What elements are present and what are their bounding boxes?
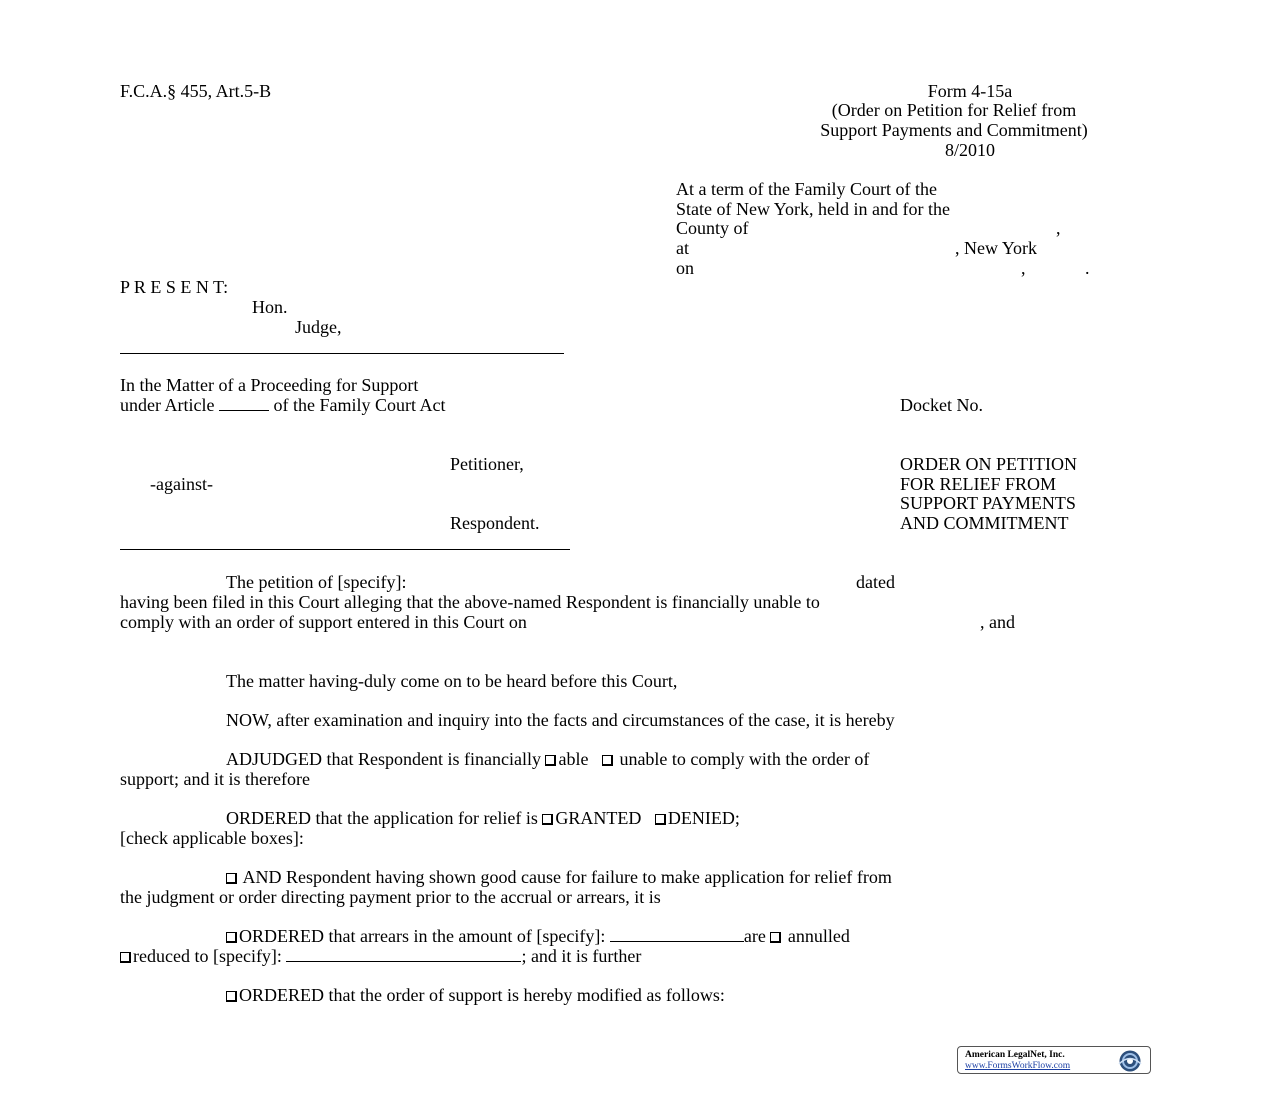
caption-top-rule: [120, 353, 564, 354]
matter-heard: The matter having-duly come on to be heard before this Court,: [226, 671, 678, 691]
modified-line: ORDERED that the order of support is hereby modified as follows:: [226, 985, 725, 1005]
arrears-line2: reduced to [specify]: ; and it is further: [120, 946, 641, 966]
form-date: 8/2010: [944, 140, 995, 160]
ordered-relief-line: ORDERED that the application for relief is GRANTED DENIED;: [226, 808, 740, 828]
reduced-amount-blank[interactable]: [286, 946, 521, 962]
caption-bottom-rule: [120, 549, 570, 550]
publisher-badge: [957, 1046, 1151, 1074]
present-label: P R E S E N T:: [120, 277, 229, 297]
county-comma: ,: [1056, 218, 1061, 238]
form-title-line2: Support Payments and Commitment): [820, 120, 1088, 140]
petitioner-label: Petitioner,: [450, 454, 524, 474]
arrears-line1: ORDERED that arrears in the amount of [specify]: are annulled: [226, 926, 850, 946]
court-line1: At a term of the Family Court of the: [676, 179, 937, 199]
order-title-line4: AND COMMITMENT: [900, 513, 1069, 533]
matter-line2: under Article of the Family Court Act: [120, 395, 446, 415]
petition-line3: comply with an order of support entered in this Court on: [120, 612, 527, 632]
good-cause-line2: the judgment or order directing payment prior to the accrual or arrears, it is: [120, 887, 661, 907]
petition-and: , and: [980, 612, 1015, 632]
adjudged-line2: support; and it is therefore: [120, 769, 310, 789]
good-cause-line1: AND Respondent having shown good cause for failure to make application for relief from: [226, 867, 892, 887]
against-label: -against-: [150, 474, 213, 494]
now-paragraph: NOW, after examination and inquiry into the facts and circumstances of the case, it is hereby: [226, 710, 895, 730]
dated-label: dated: [856, 572, 895, 592]
good-cause-checkbox[interactable]: [226, 873, 237, 884]
new-york-label: , New York: [955, 238, 1038, 258]
order-title-line3: SUPPORT PAYMENTS: [900, 493, 1076, 513]
adjudged-line: ADJUDGED that Respondent is financially able unable to comply with the order of: [226, 749, 870, 769]
petition-of-label: The petition of [specify]:: [226, 572, 407, 592]
order-title-line2: FOR RELIEF FROM: [900, 474, 1057, 494]
on-label: on: [676, 258, 694, 278]
reduced-checkbox[interactable]: [120, 952, 131, 963]
docket-label: Docket No.: [900, 395, 983, 415]
order-title-line1: ORDER ON PETITION: [900, 454, 1077, 474]
judge-label: Judge,: [295, 317, 342, 337]
granted-checkbox[interactable]: [542, 814, 553, 825]
matter-line1: In the Matter of a Proceeding for Support: [120, 375, 419, 395]
publisher-link[interactable]: www.FormsWorkFlow.com: [965, 1061, 1071, 1071]
form-number: Form 4-15a: [927, 81, 1013, 101]
unable-checkbox[interactable]: [602, 755, 613, 766]
article-blank[interactable]: [219, 395, 269, 411]
on-comma: ,: [1021, 258, 1026, 278]
modified-checkbox[interactable]: [226, 991, 237, 1002]
hon-label: Hon.: [252, 297, 288, 317]
statute-citation: F.C.A.§ 455, Art.5-B: [120, 81, 272, 101]
county-label: County of: [676, 218, 749, 238]
respondent-label: Respondent.: [450, 513, 540, 533]
publisher-name: American LegalNet, Inc.: [965, 1050, 1065, 1060]
arrears-amount-blank[interactable]: [610, 926, 744, 942]
petition-line2: having been filed in this Court alleging that the above-named Respondent is financially unable to: [120, 592, 820, 612]
able-checkbox[interactable]: [545, 755, 556, 766]
court-line2: State of New York, held in and for the: [676, 199, 950, 219]
denied-checkbox[interactable]: [655, 814, 666, 825]
arrears-checkbox[interactable]: [226, 932, 237, 943]
at-label: at: [676, 238, 689, 258]
check-applicable-label: [check applicable boxes]:: [120, 828, 304, 848]
form-title-line1: (Order on Petition for Relief from: [831, 100, 1077, 120]
on-period: .: [1085, 258, 1090, 278]
publisher-logo-icon: [1113, 1049, 1147, 1073]
annulled-checkbox[interactable]: [770, 932, 781, 943]
